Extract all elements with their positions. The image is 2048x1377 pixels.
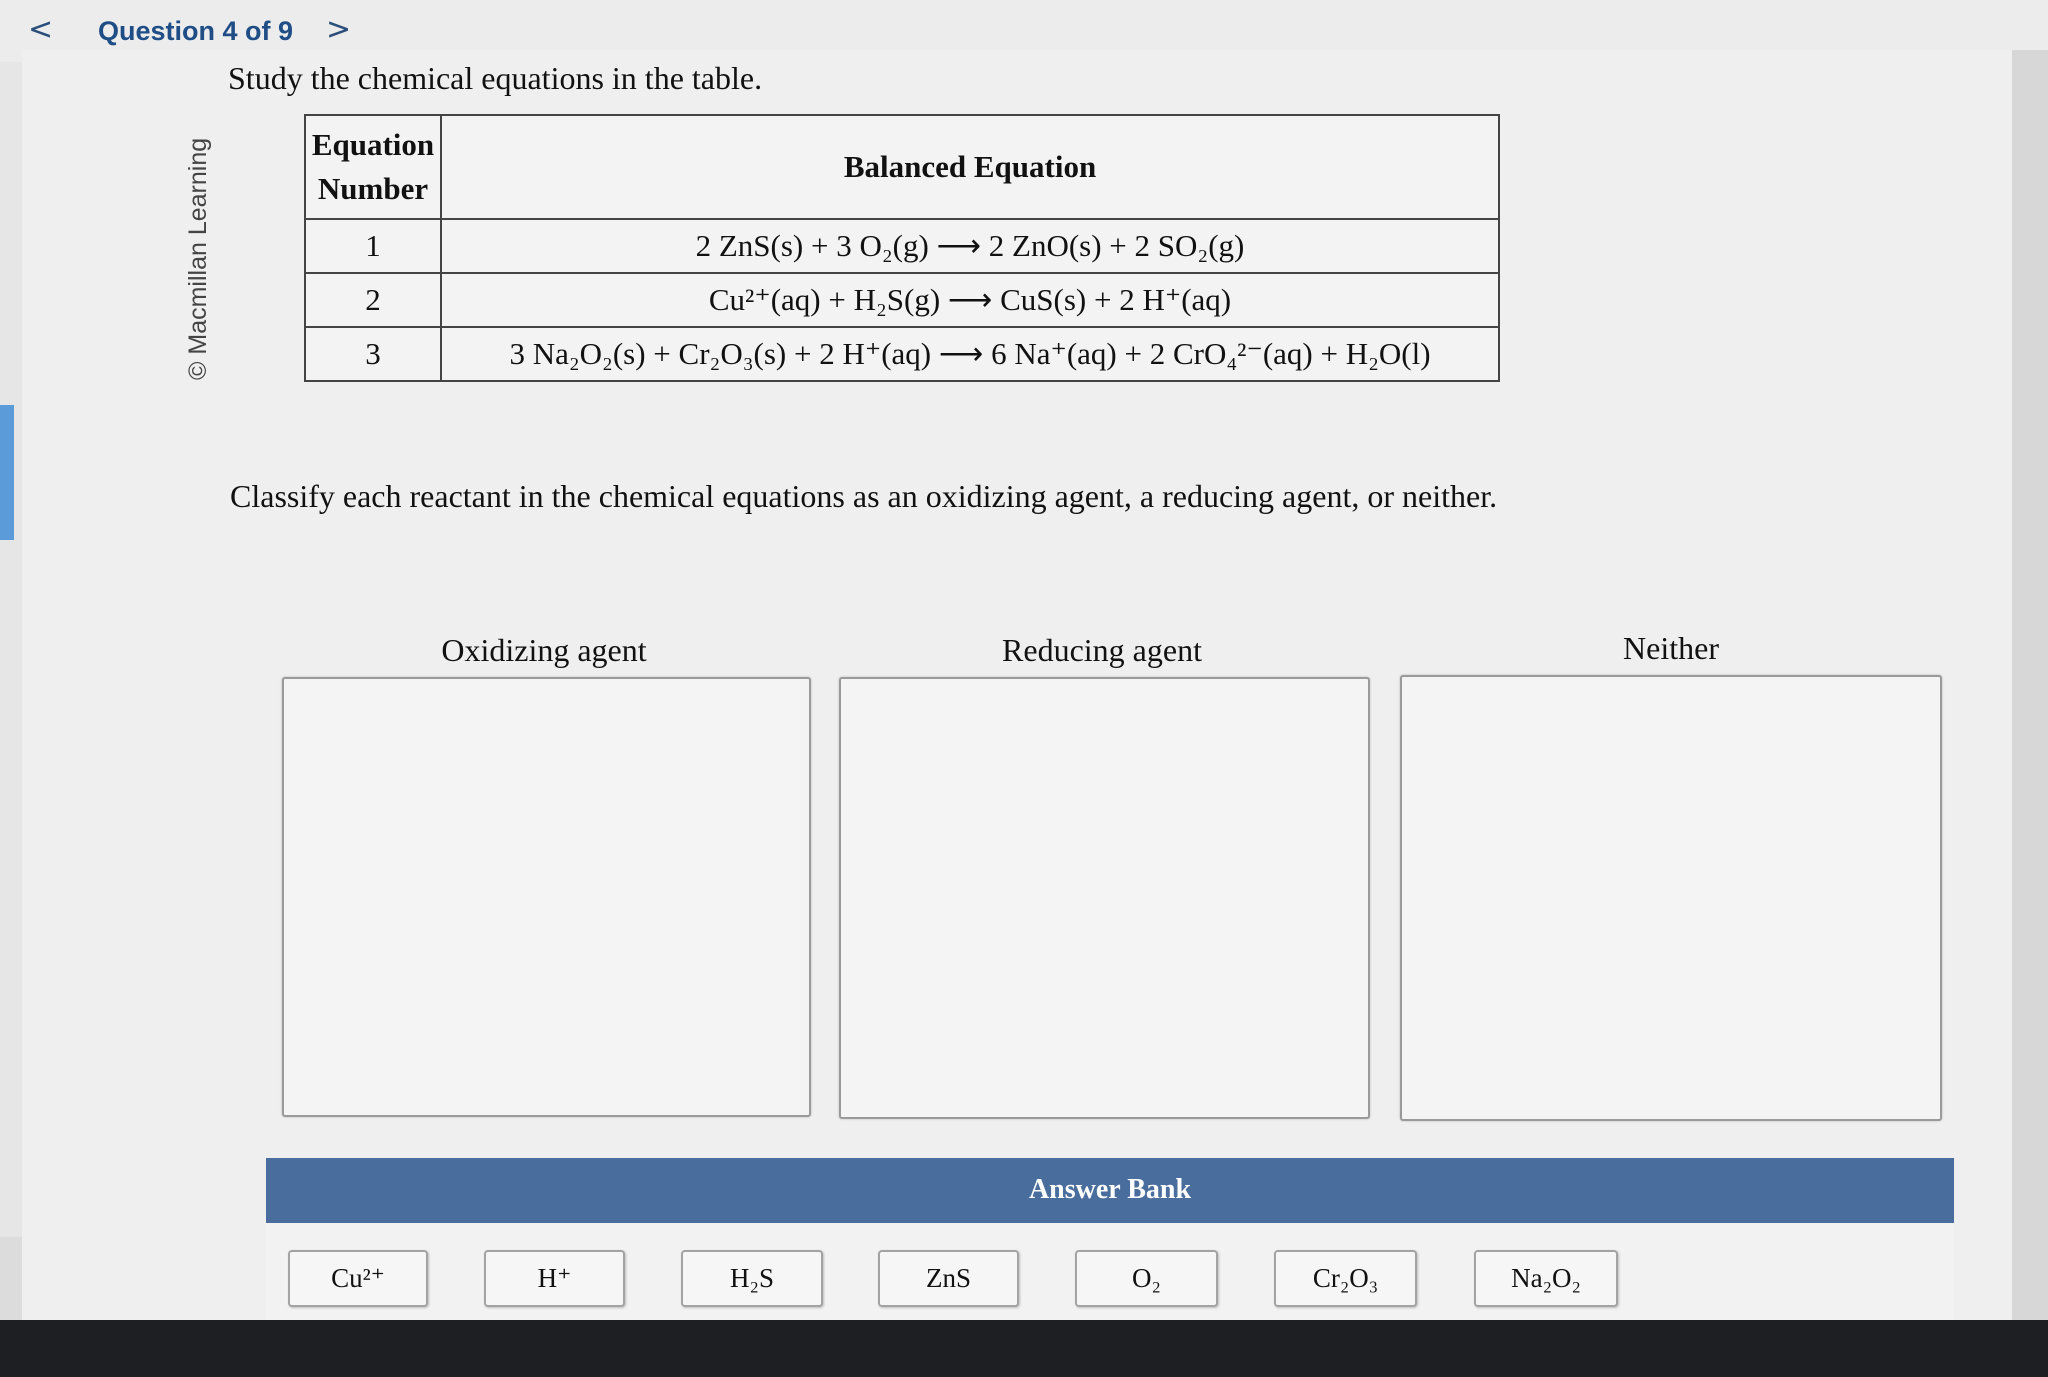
question-counter[interactable]: Question 4 of 9 (98, 16, 294, 46)
equations-table (304, 114, 1500, 382)
answer-chip-hplus[interactable]: H⁺ (484, 1250, 625, 1307)
answer-chip-o2[interactable]: O₂ (1075, 1250, 1218, 1307)
equation-number: 2 (305, 273, 441, 327)
answer-chip-cr2o3[interactable]: Cr₂O₃ (1274, 1250, 1417, 1307)
header-equation-number (305, 115, 441, 219)
table-row (305, 219, 1499, 273)
table-header-row (305, 115, 1499, 219)
bottom-bar (0, 1320, 2048, 1377)
next-question-icon[interactable]: > (326, 12, 352, 47)
copyright-notice (184, 360, 213, 380)
equation-text: 2 ZnS(s) + 3 O₂(g) ⟶ 2 ZnO(s) + 2 SO₂(g) (441, 219, 1499, 273)
neither-dropzone[interactable] (1400, 675, 1942, 1121)
equation-number: 1 (305, 219, 441, 273)
answer-chip-zns[interactable]: ZnS (878, 1250, 1019, 1307)
right-shade (2012, 50, 2048, 1320)
reducing-agent-label: Reducing agent (1002, 632, 1202, 668)
equation-text: 3 Na₂O₂(s) + Cr₂O₃(s) + 2 H⁺(aq) ⟶ 6 Na⁺(aq) + 2 CrO₄²⁻(aq) + H₂O(l) (441, 327, 1499, 381)
answer-chip-na2o2[interactable]: Na₂O₂ (1474, 1250, 1618, 1307)
answer-chip-h2s[interactable]: H₂S (681, 1250, 823, 1307)
answer-bank-title: Answer Bank (1028, 1174, 1192, 1205)
previous-question-icon[interactable]: < (28, 12, 54, 47)
equation-number: 3 (305, 327, 441, 381)
answer-chip-cu2plus[interactable]: Cu²⁺ (288, 1250, 428, 1307)
sidebar-active-indicator[interactable] (0, 405, 14, 540)
header-balanced-equation: Balanced Equation (441, 115, 1499, 219)
answer-bank-header (266, 1158, 1954, 1223)
equation-text: Cu²⁺(aq) + H₂S(g) ⟶ CuS(s) + 2 H⁺(aq) (441, 273, 1499, 327)
oxidizing-agent-label: Oxidizing agent (441, 632, 647, 668)
left-sidebar-strip (0, 62, 22, 1237)
study-instruction: Study the chemical equations in the table. (228, 60, 763, 96)
reducing-agent-dropzone[interactable] (839, 677, 1370, 1119)
header-number-line2: Number (317, 171, 429, 206)
oxidizing-agent-dropzone[interactable] (282, 677, 811, 1117)
header-number-line1: Equation (311, 127, 435, 162)
classify-instruction: Classify each reactant in the chemical equations as an oxidizing agent, a reducing agent, or neither. (230, 478, 1498, 514)
neither-label: Neither (1623, 630, 1719, 666)
table-row (305, 327, 1499, 381)
table-row (305, 273, 1499, 327)
